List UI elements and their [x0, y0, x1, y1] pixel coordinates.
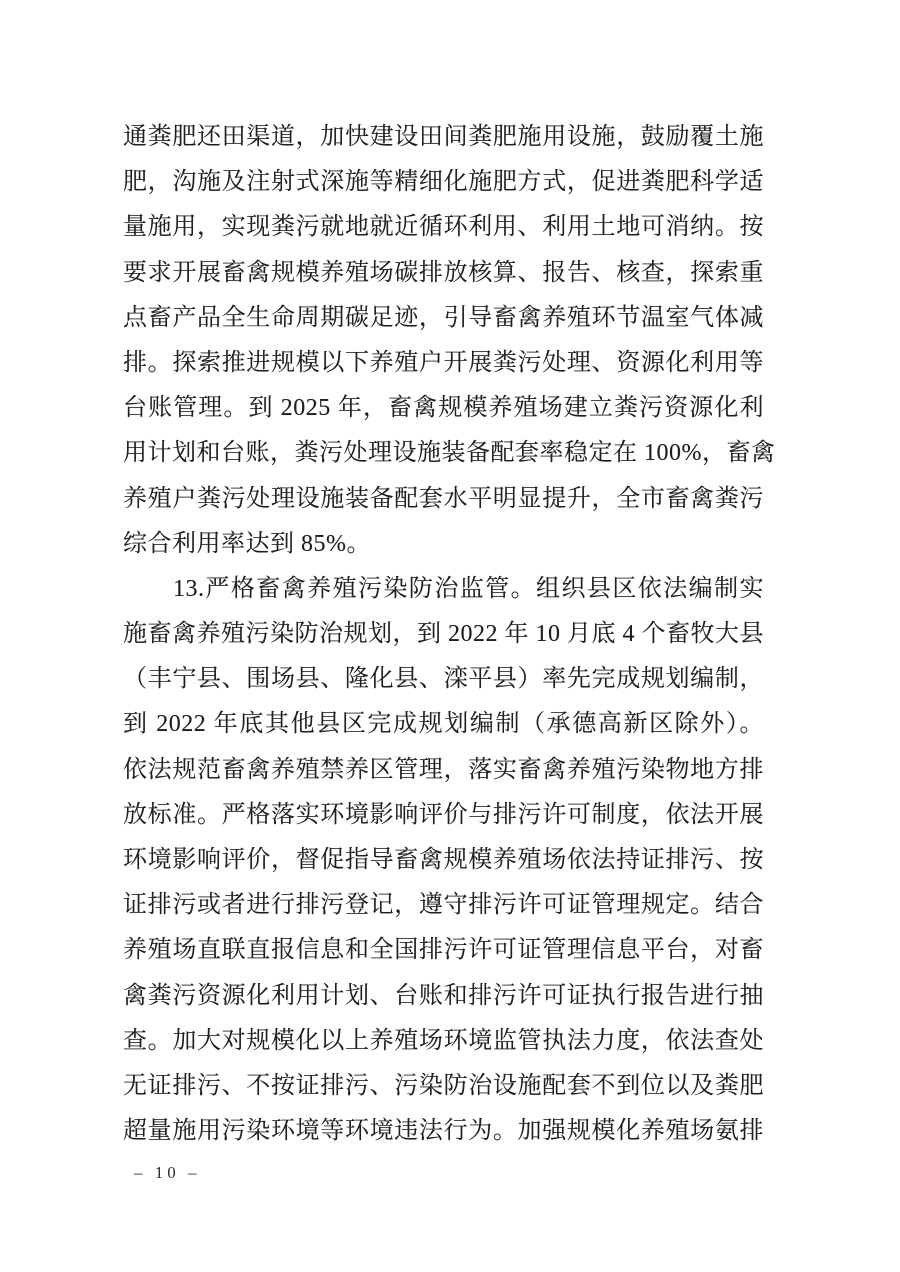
- text-line: 到 2022 年底其他县区完成规划编制（承德高新区除外）。: [123, 711, 764, 738]
- text-line: 禽粪污资源化利用计划、台账和排污许可证执行报告进行抽: [123, 982, 764, 1009]
- text-line: 放标准。严格落实环境影响评价与排污许可制度，依法开展: [123, 801, 764, 828]
- text-line: 排。探索推进规模以下养殖户开展粪污处理、资源化利用等: [123, 349, 764, 376]
- text-line: 养殖场直联直报信息和全国排污许可证管理信息平台，对畜: [123, 937, 764, 964]
- text-line-paragraph-end: 综合利用率达到 85%。: [123, 530, 371, 557]
- document-body-text: [123, 115, 776, 1154]
- text-line: （丰宁县、围场县、隆化县、滦平县）率先完成规划编制，: [123, 666, 764, 693]
- text-line: 环境影响评价，督促指导畜禽规模养殖场依法持证排污、按: [123, 847, 764, 873]
- text-line-item-13-heading: 13.严格畜禽养殖污染防治监管。组织县区依法编制实: [173, 575, 764, 602]
- text-line: 依法规范畜禽养殖禁养区管理，落实畜禽养殖污染物地方排: [123, 756, 764, 783]
- text-line: 量施用，实现粪污就地就近循环利用、利用土地可消纳。按: [123, 214, 764, 241]
- text-line: 台账管理。到 2025 年，畜禽规模养殖场建立粪污资源化利: [123, 395, 764, 422]
- text-line: 证排污或者进行排污登记，遵守排污许可证管理规定。结合: [123, 892, 764, 919]
- text-line: 无证排污、不按证排污、污染防治设施配套不到位以及粪肥: [123, 1072, 764, 1099]
- text-line: 要求开展畜禽规模养殖场碳排放核算、报告、核查，探索重: [123, 259, 764, 286]
- text-line: 养殖户粪污处理设施装备配套水平明显提升，全市畜禽粪污: [123, 485, 764, 512]
- text-line: 肥，沟施及注射式深施等精细化施肥方式，促进粪肥科学适: [123, 169, 764, 196]
- text-line: 通粪肥还田渠道，加快建设田间粪肥施用设施，鼓励覆土施: [123, 124, 764, 150]
- text-line: 点畜产品全生命周期碳足迹，引导畜禽养殖环节温室气体减: [123, 304, 764, 331]
- text-line: 用计划和台账，粪污处理设施装备配套率稳定在 100%，畜禽: [123, 440, 776, 467]
- page-number: – 10 –: [134, 1163, 201, 1182]
- text-line: 超量施用污染环境等环境违法行为。加强规模化养殖场氨排: [123, 1118, 764, 1145]
- text-line: 施畜禽养殖污染防治规划，到 2022 年 10 月底 4 个畜牧大县: [123, 621, 764, 648]
- text-line: 查。加大对规模化以上养殖场环境监管执法力度，依法查处: [123, 1027, 764, 1054]
